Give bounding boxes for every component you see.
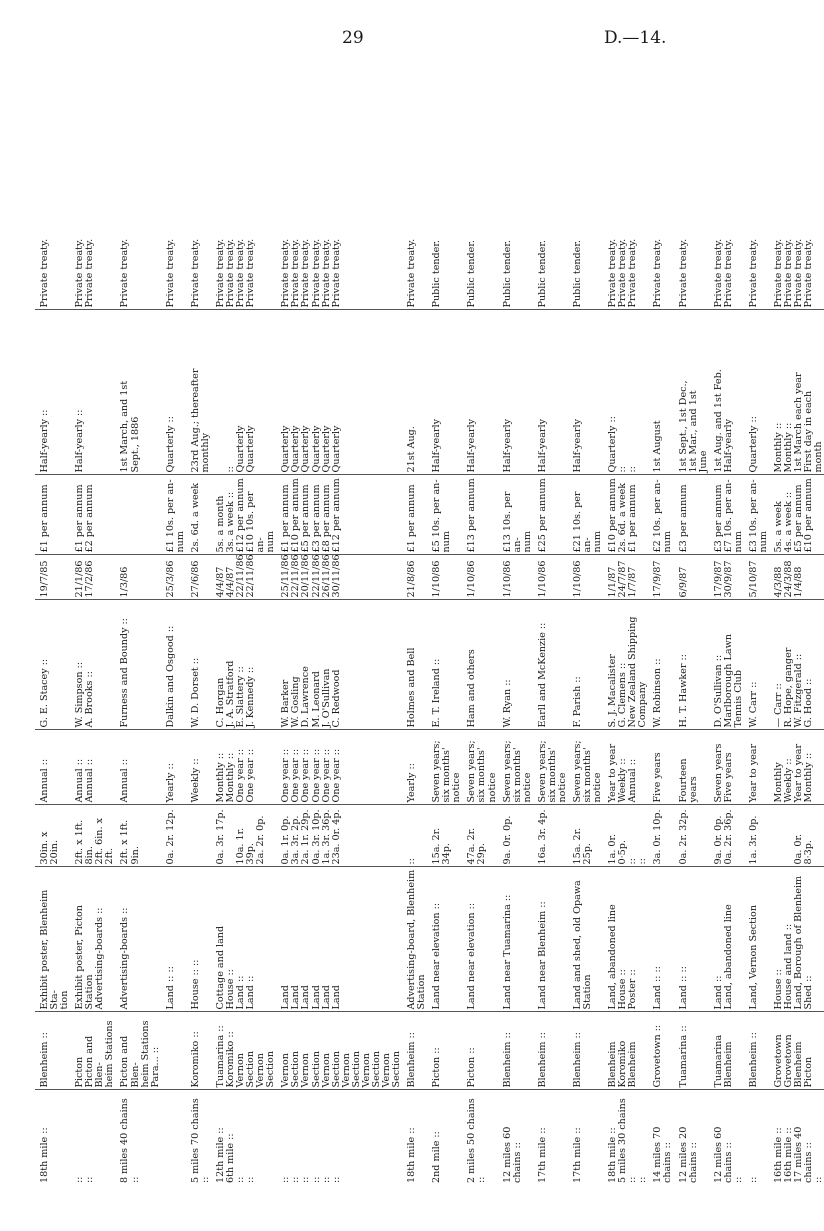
rental-cell: £1 per annum £2 per annum	[70, 475, 115, 555]
mileage-cell: 12th mile :: 6th mile :: :: ::	[214, 1127, 257, 1183]
description-cell: Land, abandoned line House :: Poster ::	[603, 867, 648, 1012]
leases-table-rotated	[35, 55, 824, 1185]
mileage-cell: 2nd mile ::	[431, 1131, 443, 1183]
size-cell: 0a. 0r. 8·3p.	[769, 805, 824, 867]
mileage-cell: 5 miles 70 chains ::	[189, 1098, 211, 1183]
date-cell: 1/10/86	[533, 555, 568, 600]
description-cell: Land Land Land Land Land Land	[276, 867, 402, 1012]
description-cell: Advertising-board, Blenheim Station	[402, 867, 427, 1012]
mileage-cell: 8 miles 40 chains ::	[119, 1098, 141, 1183]
table-row	[211, 55, 276, 1185]
table-row	[115, 55, 160, 1185]
size-cell: 1a. 0r. 0·5p. :: ::	[603, 805, 648, 867]
size-cell: 2ft. x 1ft. 8in. 2ft. 6in. x 2ft.	[70, 805, 115, 867]
how-let-cell: Public tender.	[568, 55, 603, 310]
rental-cell: £1 10s. per an- num	[161, 475, 186, 555]
station-cell: Picton Picton and Blen- heim Stations	[70, 1012, 115, 1090]
table-row	[402, 55, 427, 1185]
term-cell: Year to year Weekly :: Annual ::	[603, 730, 648, 805]
term-cell: Annual :: Annual ::	[70, 730, 115, 805]
payable-cell: 1st March, and 1st Sept., 1886	[115, 310, 160, 475]
lessee-cell: C. Horgan J. A. Stratford E. Slattery :: J. Kennedy ::	[211, 600, 276, 730]
table-row	[568, 55, 603, 1185]
payable-cell: 21st Aug.	[402, 310, 427, 475]
payable-cell: Half-yearly	[462, 310, 497, 475]
station-cell: Blenheim ::	[744, 1012, 769, 1090]
date-cell: 4/3/88 24/3/88 1/4/88	[769, 555, 824, 600]
table-row	[744, 55, 769, 1185]
description-cell: Cottage and land House :: Land :: Land ::	[211, 867, 276, 1012]
how-let-cell: Public tender.	[427, 55, 462, 310]
rental-cell: 2s. 6d. a week	[186, 475, 211, 555]
payable-cell: Half-yearly	[498, 310, 533, 475]
lessee-cell: Earll and McKenzie ::	[533, 600, 568, 730]
table-row	[161, 55, 186, 1185]
how-let-cell: Private treaty. Private treaty. Private treaty. Private treaty.	[211, 55, 276, 310]
size-cell: 9a. 0r. 0p. 0a. 2r. 36p.	[709, 805, 744, 867]
term-cell: Monthly Weekly :: Year to year Monthly ::	[769, 730, 824, 805]
table-row	[70, 55, 115, 1185]
rental-cell: 5s. a month 3s. a week :: £12 per annum £10 10s. per an- num	[211, 475, 276, 555]
size-cell: 0a. 3r. 17p. 10a. 1r. 39p. 2a. 2r. 0p.	[211, 805, 276, 867]
payable-cell: Quarterly ::	[744, 310, 769, 475]
payable-cell: Half-yearly	[568, 310, 603, 475]
rental-cell: £13 10s. per an- num	[498, 475, 533, 555]
table-row	[648, 55, 673, 1185]
description-cell: Land :: Land, abandoned line	[709, 867, 744, 1012]
rental-cell: £1 per annum £10 per annum £5 per annum £3 per annum £8 per annum £12 per annum	[276, 475, 402, 555]
date-cell: 21/8/86	[402, 555, 427, 600]
station-cell: Grovetown Grovetown Blenheim Picton	[769, 1012, 824, 1090]
rental-cell: £21 10s. per an- num	[568, 475, 603, 555]
date-cell: 17/9/87 30/9/87	[709, 555, 744, 600]
how-let-cell: Private treaty.	[35, 55, 70, 310]
date-cell: 4/4/87 4/4/87 22/11/86 22/11/86	[211, 555, 276, 600]
how-let-cell: Public tender.	[462, 55, 497, 310]
station-cell: Koromiko ::	[186, 1012, 211, 1090]
lessee-cell: W. Simpson :: A. Brooks ::	[70, 600, 115, 730]
payable-cell: Quarterly :: :: ::	[603, 310, 648, 475]
description-cell: Land and shed, old Opawa Station	[568, 867, 603, 1012]
size-cell: 30in. x 20in.	[35, 805, 70, 867]
mileage-cell: 18th mile ::	[39, 1127, 50, 1183]
mileage-cell: 14 miles 70 chains ::	[652, 1126, 674, 1183]
table-row	[427, 55, 462, 1185]
term-cell: Weekly ::	[186, 730, 211, 805]
description-cell: Exhibit poster, Blenheim Sta- tion	[35, 867, 70, 1012]
station-cell: Picton ::	[462, 1012, 497, 1090]
description-cell: Land near elevation ::	[462, 867, 497, 1012]
payable-cell: :: Quarterly Quarterly	[211, 310, 276, 475]
lessee-cell: G. E. Stacey ::	[35, 600, 70, 730]
mileage-cell: 17th mile ::	[571, 1127, 583, 1183]
size-cell: 1a. 3r. 0p.	[744, 805, 769, 867]
term-cell: Annual ::	[35, 730, 70, 805]
lessee-cell: Ham and others	[462, 600, 497, 730]
payable-cell: Half-yearly ::	[35, 310, 70, 475]
table-row	[462, 55, 497, 1185]
station-cell: Grovetown ::	[648, 1012, 673, 1090]
description-cell: Land, Vernon Section	[744, 867, 769, 1012]
lessee-cell: H. T. Hawker ::	[674, 600, 709, 730]
lessee-cell: — Carr :: R. Hope, ganger W. Fitzgerald :: G. Hood ::	[769, 600, 824, 730]
how-let-cell: Private treaty.	[744, 55, 769, 310]
description-cell: Exhibit poster, Picton Station Advertising-boards ::	[70, 867, 115, 1012]
station-cell: Blenheim ::	[498, 1012, 533, 1090]
date-cell: 1/10/86	[427, 555, 462, 600]
term-cell: Seven years; six months' notice	[498, 730, 533, 805]
payable-cell: 23rd Aug.; thereafter monthly	[186, 310, 211, 475]
document-reference: D.—14.	[604, 28, 667, 48]
station-cell: Picton ::	[427, 1012, 462, 1090]
size-cell: 3a. 0r. 10p.	[648, 805, 673, 867]
mileage-cell: :: :: :: :: :: ::	[280, 1176, 342, 1183]
table-row	[186, 55, 211, 1185]
table-row	[709, 55, 744, 1185]
mileage-cell: 12 miles 60 chains :: ::	[712, 1126, 744, 1183]
table-row	[276, 55, 402, 1185]
size-cell: 0a. 2r. 32p.	[674, 805, 709, 867]
payable-cell: 1st August	[648, 310, 673, 475]
lessee-cell: D. O'Sullivan :: Marlborough Lawn Tennis Club	[709, 600, 744, 730]
station-cell: Blenheim ::	[568, 1012, 603, 1090]
description-cell: House :: ::	[186, 867, 211, 1012]
size-cell: 0a. 1r. 0p. 3a. 3r. 2p. 2a. 1r. 29p. 0a. 3r. 10p. 1a. 3r. 36p. 23a. 0r. 4p.	[276, 805, 402, 867]
term-cell: Five years	[648, 730, 673, 805]
date-cell: 27/6/86	[186, 555, 211, 600]
term-cell: Seven years Five years	[709, 730, 744, 805]
lessee-cell: E. T. Ireland ::	[427, 600, 462, 730]
description-cell: Land near Blenheim ::	[533, 867, 568, 1012]
station-cell: Blenheim ::	[402, 1012, 427, 1090]
term-cell: Fourteen years	[674, 730, 709, 805]
how-let-cell: Private treaty. Private treaty. Private treaty. Private treaty.	[769, 55, 824, 310]
rental-cell: £1 per annum	[35, 475, 70, 555]
station-cell: Blenheim Koromiko Blenheim	[603, 1012, 648, 1090]
date-cell: 25/11/86 22/11/86 20/11/86 22/11/86 26/11/86 30/11/86	[276, 555, 402, 600]
mileage-cell: 17th mile ::	[536, 1127, 548, 1183]
rental-cell: £1 per annum	[402, 475, 427, 555]
size-cell: 2ft. x 1ft. 9in.	[115, 805, 160, 867]
rental-cell: £5 10s. per an- num	[427, 475, 462, 555]
how-let-cell: Private treaty. Private treaty.	[709, 55, 744, 310]
size-cell: 47a. 2r. 29p.	[462, 805, 497, 867]
how-let-cell: Private treaty.	[648, 55, 673, 310]
rental-cell: 5s. a week 4s. a week :: £5 per annum £10 per annum	[769, 475, 824, 555]
lessee-cell: F. Parish ::	[568, 600, 603, 730]
size-cell: 9a. 0r. 0p.	[498, 805, 533, 867]
term-cell: Year to year	[744, 730, 769, 805]
table-row	[35, 55, 70, 1185]
description-cell: Land :: ::	[674, 867, 709, 1012]
lessee-cell: W. Barker W. Gosling D. Lawrence M. Leonard J. O'Sullivan C. Redwood	[276, 600, 402, 730]
rental-cell: £3 per annum	[674, 475, 709, 555]
table-row	[498, 55, 533, 1185]
lessee-cell: W. Ryan ::	[498, 600, 533, 730]
lessee-cell: W. Carr ::	[744, 600, 769, 730]
station-cell: Picton and Blen- heim Stations Para... ::	[115, 1012, 160, 1090]
date-cell: 5/10/87	[744, 555, 769, 600]
term-cell: Monthly :: Monthly :: One year :: One year ::	[211, 730, 276, 805]
how-let-cell: Public tender.	[498, 55, 533, 310]
date-cell: 25/3/86	[161, 555, 186, 600]
size-cell: 16a. 3r. 4p.	[533, 805, 568, 867]
rental-cell: £3 per annum £7 10s. per an- num	[709, 475, 744, 555]
term-cell: Seven years; six months' notice	[427, 730, 462, 805]
rental-cell: £25 per annum	[533, 475, 568, 555]
mileage-cell: 18th mile :: 5 miles 30 chains :: ::	[607, 1098, 649, 1183]
mileage-cell: 2 miles 50 chains ::	[466, 1098, 488, 1183]
date-cell: 1/10/86	[568, 555, 603, 600]
description-cell: Land near elevation ::	[427, 867, 462, 1012]
mileage-cell: 16th mile :: 16th mile :: 17 miles 40 chains :: ::	[773, 1126, 824, 1183]
date-cell: 1/10/86	[462, 555, 497, 600]
size-cell: 15a. 2r. 34p.	[427, 805, 462, 867]
size-cell: ::	[402, 805, 427, 867]
rental-cell: £10 per annum 2s. 6d. a week £1 per annum	[603, 475, 648, 555]
date-cell: 1/10/86	[498, 555, 533, 600]
description-cell: Land near Tuamarina ::	[498, 867, 533, 1012]
how-let-cell: Public tender.	[533, 55, 568, 310]
rental-cell: £13 per annum	[462, 475, 497, 555]
payable-cell: Half-yearly ::	[70, 310, 115, 475]
size-cell: 15a. 2r. 25p.	[568, 805, 603, 867]
date-cell: 21/1/86 17/2/86	[70, 555, 115, 600]
payable-cell: Quarterly ::	[161, 310, 186, 475]
table-row	[674, 55, 709, 1185]
how-let-cell: Private treaty.	[161, 55, 186, 310]
description-cell: House :: House and land :: Land, Borough of Blenheim Shed ::	[769, 867, 824, 1012]
lessee-cell: S. J. Macalister G. Clemens :: New Zealand Shipping Company	[603, 600, 648, 730]
lessee-cell: Furness and Boundy ::	[115, 600, 160, 730]
term-cell: Yearly ::	[402, 730, 427, 805]
lessee-cell: W. D. Dorset ::	[186, 600, 211, 730]
payable-cell: Monthly :: Monthly :: 1st March each year First day in each month	[769, 310, 824, 475]
how-let-cell: Private treaty.	[115, 55, 160, 310]
payable-cell: 1st Aug. and 1st Feb. Half-yearly	[709, 310, 744, 475]
date-cell: 19/7/85	[35, 555, 70, 600]
mileage-cell: 18th mile ::	[406, 1127, 418, 1183]
payable-cell: Half-yearly	[533, 310, 568, 475]
table-body	[35, 55, 824, 1185]
term-cell: Seven years; six months' notice	[568, 730, 603, 805]
mileage-cell: 12 miles 20 chains ::	[677, 1126, 699, 1183]
date-cell: 1/1/87 24/7/87 1/7/87	[603, 555, 648, 600]
payable-cell: Quarterly Quarterly Quarterly Quarterly Quarterly Quarterly	[276, 310, 402, 475]
station-cell: Vernon Section Vernon Section Vernon Section Vernon Section Vernon Section Vernon Section	[276, 1012, 402, 1090]
rental-cell	[115, 475, 160, 555]
date-cell: 6/9/87	[674, 555, 709, 600]
rental-cell: £3 10s. per an- num	[744, 475, 769, 555]
description-cell: Advertising-boards ::	[115, 867, 160, 1012]
station-cell: Tuamarina Blenheim	[709, 1012, 744, 1090]
lessee-cell: Dalkin and Osgood ::	[161, 600, 186, 730]
how-let-cell: Private treaty. Private treaty.	[70, 55, 115, 310]
table-row	[769, 55, 824, 1185]
station-cell: Blenheim ::	[533, 1012, 568, 1090]
size-cell: 0a. 2r. 12p.	[161, 805, 186, 867]
mileage-cell	[161, 1090, 186, 1185]
date-cell: 17/9/87	[648, 555, 673, 600]
rental-cell: £2 10s. per an- num	[648, 475, 673, 555]
station-cell	[161, 1012, 186, 1090]
leases-table	[35, 55, 824, 1185]
mileage-cell: ::	[747, 1176, 759, 1183]
page-number: 29	[342, 28, 364, 48]
mileage-cell: :: ::	[74, 1176, 96, 1183]
station-cell: Tuamarina :: Koromiko :: Vernon Section Vernon Section	[211, 1012, 276, 1090]
term-cell: One year :: One year :: One year :: One year :: One year :: One year ::	[276, 730, 402, 805]
how-let-cell: Private treaty.	[674, 55, 709, 310]
description-cell: Land :: ::	[648, 867, 673, 1012]
term-cell: Annual ::	[115, 730, 160, 805]
how-let-cell: Private treaty.	[402, 55, 427, 310]
how-let-cell: Private treaty. Private treaty. Private treaty. Private treaty. Private treaty. Private treaty.	[276, 55, 402, 310]
term-cell: Yearly ::	[161, 730, 186, 805]
station-cell: Tuamarina ::	[674, 1012, 709, 1090]
how-let-cell: Private treaty. Private treaty. Private treaty.	[603, 55, 648, 310]
term-cell: Seven years; six months' notice	[462, 730, 497, 805]
how-let-cell: Private treaty.	[186, 55, 211, 310]
payable-cell: 1st Sept., 1st Dec., 1st Mar., and 1st June	[674, 310, 709, 475]
station-cell: Blenheim ::	[35, 1012, 70, 1090]
mileage-cell: 12 miles 60 chains ::	[501, 1126, 523, 1183]
lessee-cell: Holmes and Bell	[402, 600, 427, 730]
table-row	[603, 55, 648, 1185]
term-cell: Seven years; six months' notice	[533, 730, 568, 805]
lessee-cell: W. Robinson ::	[648, 600, 673, 730]
description-cell: Land :: ::	[161, 867, 186, 1012]
date-cell: 1/3/86	[115, 555, 160, 600]
payable-cell: Half-yearly	[427, 310, 462, 475]
table-row	[533, 55, 568, 1185]
size-cell	[186, 805, 211, 867]
